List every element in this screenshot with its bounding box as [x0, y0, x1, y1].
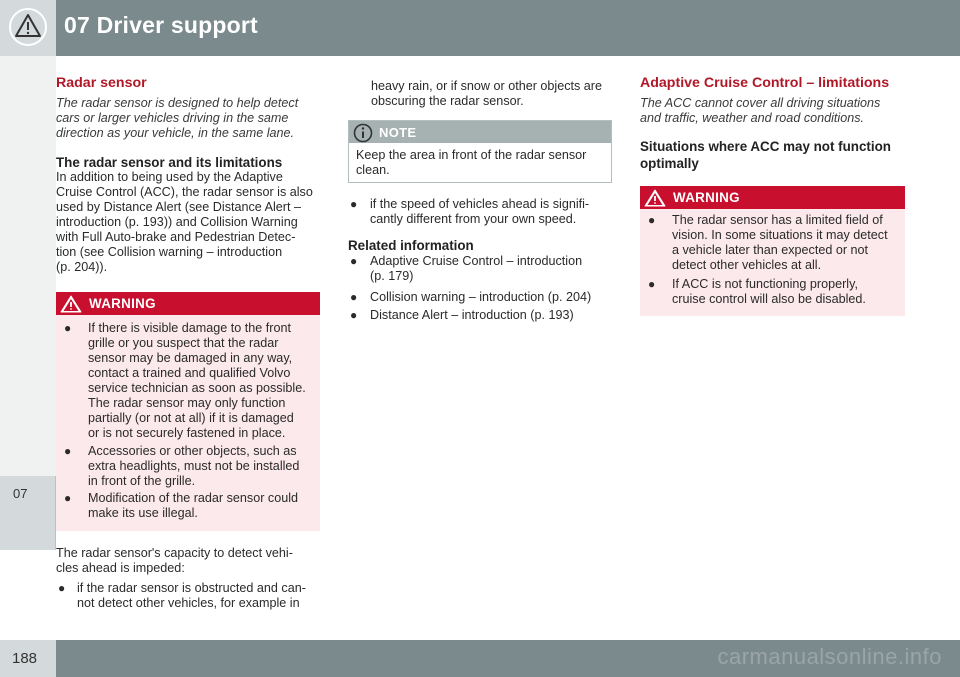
- subsection-title: Situations where ACC may not function optimally: [640, 139, 891, 171]
- watermark-text: carmanualsonline.info: [717, 644, 942, 669]
- header-icon-box: [0, 0, 56, 56]
- bullet-dot: ●: [350, 197, 358, 211]
- warning-header: [56, 292, 320, 315]
- note-title: NOTE: [379, 125, 417, 140]
- bullet-dot: ●: [350, 290, 358, 304]
- body-paragraph: In addition to being used by the Adaptive Cruise Control (ACC), the radar sensor is also used by Distance Alert (see Distance Alert – introduction (p. 193)) and Collision Warning with Full Auto-brake and Pedestrian Detec- tion (see Collision warning – introduction (p. 204)).: [56, 170, 313, 274]
- section-title-acc-limitations: Adaptive Cruise Control – limitations: [640, 75, 890, 91]
- warning-triangle-icon: [643, 188, 667, 208]
- chapter-tab-label: 07: [13, 486, 28, 501]
- bullet-text: Modification of the radar sensor could make its use illegal.: [88, 491, 299, 520]
- warning-box: [56, 292, 320, 531]
- note-box: [348, 120, 612, 183]
- bullet-dot: ●: [350, 254, 358, 268]
- bullet-text: if the speed of vehicles ahead is signifi- cantly different from your own speed.: [370, 197, 590, 226]
- bullet-dot: ●: [64, 321, 72, 335]
- subsection-title: The radar sensor and its limitations: [56, 155, 283, 170]
- warning-header: [640, 186, 905, 209]
- bullet-text: If there is visible damage to the front grille or you suspect that the radar sensor may be damaged in any way, contact a trained and qualified Volvo service technician as soon as possible. The radar sensor may only function partially (or not at all) if it is damaged or is not securely fastened in place.: [88, 321, 306, 440]
- page-footer: [0, 640, 960, 677]
- related-link-text[interactable]: Distance Alert – introduction (p. 193): [370, 308, 574, 322]
- warning-triangle-icon: [59, 294, 83, 314]
- bullet-text: if the radar sensor is obstructed and can- not detect other vehicles, for example in: [77, 581, 306, 610]
- bullet-dot: ●: [64, 444, 72, 458]
- warning-box: [640, 186, 905, 316]
- bullet-text: If ACC is not functioning properly, cruise control will also be disabled.: [672, 277, 866, 306]
- bullet-dot: ●: [648, 277, 656, 291]
- warning-title: WARNING: [673, 190, 740, 205]
- related-link-text[interactable]: Collision warning – introduction (p. 204): [370, 290, 592, 304]
- bullet-text: The radar sensor has a limited field of vision. In some situations it may detect a vehicle later than expected or not detect other vehicles at all.: [672, 213, 888, 272]
- warning-triangle-icon: [7, 6, 49, 48]
- bullet-dot: ●: [64, 491, 72, 505]
- section-intro: The radar sensor is designed to help detect cars or larger vehicles driving in the same direction as your vehicle, in the same lane.: [56, 96, 299, 140]
- bullet-dot: ●: [58, 581, 66, 595]
- chapter-tab[interactable]: [0, 476, 56, 550]
- related-link-text[interactable]: Adaptive Cruise Control – introduction (p. 179): [370, 254, 583, 283]
- note-text: Keep the area in front of the radar sensor clean.: [356, 148, 587, 177]
- related-information-title: Related information: [348, 238, 474, 253]
- page-header: [0, 0, 960, 56]
- bullet-text: Accessories or other objects, such as extra headlights, must not be installed in front of the grille.: [88, 444, 300, 488]
- page-number-box: [0, 640, 56, 677]
- capacity-paragraph: The radar sensor's capacity to detect vehi- cles ahead is impeded:: [56, 546, 293, 575]
- warning-title: WARNING: [89, 296, 156, 311]
- info-icon: [352, 122, 374, 144]
- bullet-dot: ●: [350, 308, 358, 322]
- section-title-radar-sensor: Radar sensor: [56, 75, 147, 91]
- section-intro: The ACC cannot cover all driving situations and traffic, weather and road conditions.: [640, 96, 881, 125]
- chapter-title: 07 Driver support: [64, 12, 258, 38]
- note-header: [349, 121, 611, 143]
- continued-text: heavy rain, or if snow or other objects are obscuring the radar sensor.: [371, 79, 602, 108]
- page-number: 188: [12, 650, 38, 667]
- bullet-dot: ●: [648, 213, 656, 227]
